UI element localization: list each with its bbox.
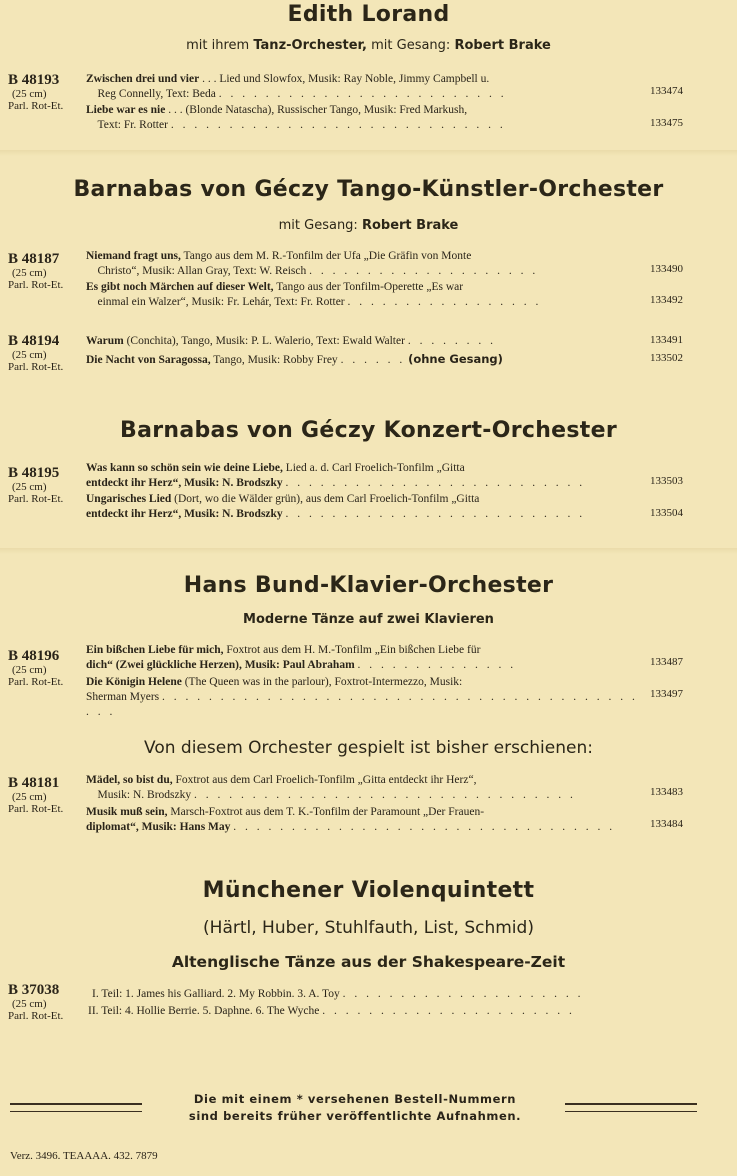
matrix-number: 133497 bbox=[650, 688, 683, 700]
track-entry: Die Königin Helene (The Queen was in the parlour), Foxtrot-Intermezzo, Musik: Sherman Myers . . . . . . . . . . . . . . . . . . . . . . . . . . . . . . . . . . . . . . . . . . . . bbox=[86, 676, 638, 718]
track-entry: Mädel, so bist du, Foxtrot aus dem Carl Froelich-Tonfilm „Gitta entdeckt ihr Herz“, Musik: N. Brodszky . . . . . . . . . . . . . . . . . . . . . . . . . . . . . . . . . bbox=[86, 774, 576, 801]
matrix-number: 133490 bbox=[650, 263, 683, 275]
matrix-number: 133475 bbox=[650, 117, 683, 129]
matrix-number: 133484 bbox=[650, 818, 683, 830]
track-entry: Warum (Conchita), Tango, Musik: P. L. Walerio, Text: Ewald Walter . . . . . . . . bbox=[86, 335, 496, 347]
artist-subtitle: Altenglische Tänze aus der Shakespeare-Zeit bbox=[171, 953, 566, 971]
ensemble-members: (Härtl, Huber, Stuhlfauth, List, Schmid) bbox=[203, 918, 534, 938]
catalog-number: B 37038 bbox=[8, 982, 60, 998]
record-label: Parl. Rot-Et. bbox=[8, 1010, 64, 1022]
track-entry: Was kann so schön sein wie deine Liebe, Lied a. d. Carl Froelich-Tonfilm „Gitta entdeckt ihr Herz“, Musik: N. Brodszky . . . . . . . . . . . . . . . . . . . . . . . . . . bbox=[86, 462, 586, 489]
record-size: (25 cm) bbox=[12, 267, 47, 279]
record-label: Parl. Rot-Et. bbox=[8, 493, 64, 505]
record-catalog-block bbox=[8, 648, 86, 689]
record-catalog-block bbox=[8, 333, 86, 374]
previous-releases-heading: Von diesem Orchester gespielt ist bisher erschienen: bbox=[144, 738, 593, 758]
record-catalog-block bbox=[8, 775, 86, 816]
artist-subtitle: mit Gesang: Robert Brake bbox=[278, 218, 459, 233]
track-entry: Die Nacht von Saragossa, Tango, Musik: Robby Frey . . . . . . (ohne Gesang) bbox=[86, 352, 503, 366]
artist-heading: Barnabas von Géczy Konzert-Orchester bbox=[120, 418, 617, 443]
record-size: (25 cm) bbox=[12, 349, 47, 361]
record-size: (25 cm) bbox=[12, 998, 47, 1010]
record-label: Parl. Rot-Et. bbox=[8, 676, 64, 688]
track-entry: Musik muß sein, Marsch-Foxtrot aus dem T. K.-Tonfilm der Paramount „Der Frauen- diplomat“, Musik: Hans May . . . . . . . . . . . . . . . . . . . . . . . . . . . . . . . . . bbox=[86, 806, 616, 833]
matrix-number: 133474 bbox=[650, 85, 683, 97]
catalog-number: B 48193 bbox=[8, 72, 60, 88]
artist-heading: Hans Bund-Klavier-Orchester bbox=[183, 573, 554, 598]
decorative-rule bbox=[10, 1103, 142, 1112]
record-label: Parl. Rot-Et. bbox=[8, 100, 64, 112]
catalog-number: B 48194 bbox=[8, 333, 60, 349]
record-size: (25 cm) bbox=[12, 481, 47, 493]
print-reference: Verz. 3496. TEAAAA. 432. 7879 bbox=[10, 1150, 158, 1162]
artist-heading: Münchener Violenquintett bbox=[202, 878, 535, 903]
matrix-number: 133492 bbox=[650, 294, 683, 306]
record-size: (25 cm) bbox=[12, 664, 47, 676]
matrix-number: 133483 bbox=[650, 786, 683, 798]
record-label: Parl. Rot-Et. bbox=[8, 803, 64, 815]
track-entry: I. Teil: 1. James his Galliard. 2. My Robbin. 3. A. Toy . . . . . . . . . . . . . . . . . . . . . bbox=[92, 988, 584, 1000]
matrix-number: 133491 bbox=[650, 334, 683, 346]
artist-subtitle: mit ihrem Tanz-Orchester, mit Gesang: Robert Brake bbox=[186, 38, 551, 53]
paper-fold bbox=[0, 548, 737, 554]
record-catalog-block bbox=[8, 251, 86, 292]
matrix-number: 133502 bbox=[650, 352, 683, 364]
record-size: (25 cm) bbox=[12, 791, 47, 803]
record-label: Parl. Rot-Et. bbox=[8, 279, 64, 291]
record-catalog-block bbox=[8, 72, 86, 113]
decorative-rule bbox=[565, 1103, 697, 1112]
catalog-number: B 48181 bbox=[8, 775, 60, 791]
matrix-number: 133487 bbox=[650, 656, 683, 668]
artist-subtitle: Moderne Tänze auf zwei Klavieren bbox=[243, 612, 494, 627]
track-entry: Zwischen drei und vier . . . Lied und Slowfox, Musik: Ray Noble, Jimmy Campbell u. Reg Connelly, Text: Beda . . . . . . . . . . . . . . . . . . . . . . . . . bbox=[86, 73, 507, 100]
artist-heading: Barnabas von Géczy Tango-Künstler-Orchester bbox=[73, 177, 664, 202]
record-size: (25 cm) bbox=[12, 88, 47, 100]
matrix-number: 133504 bbox=[650, 507, 683, 519]
track-entry: Ungarisches Lied (Dort, wo die Wälder grün), aus dem Carl Froelich-Tonfilm „Gitta entdeckt ihr Herz“, Musik: N. Brodszky . . . . . . . . . . . . . . . . . . . . . . . . . . bbox=[86, 493, 586, 520]
record-catalog-block bbox=[8, 465, 86, 506]
record-label: Parl. Rot-Et. bbox=[8, 361, 64, 373]
matrix-number: 133503 bbox=[650, 475, 683, 487]
artist-heading: Edith Lorand bbox=[287, 2, 450, 27]
track-entry: Niemand fragt uns, Tango aus dem M. R.-Tonfilm der Ufa „Die Gräfin von Monte Christo“, Musik: Allan Gray, Text: W. Reisch . . . . . . . . . . . . . . . . . . . . bbox=[86, 250, 539, 277]
record-catalog-block bbox=[8, 982, 86, 1023]
catalog-number: B 48187 bbox=[8, 251, 60, 267]
reissue-notice: Die mit einem * versehenen Bestell-Nummern sind bereits früher veröffentlichte Aufnahmen. bbox=[188, 1092, 522, 1123]
track-entry: II. Teil: 4. Hollie Berrie. 5. Daphne. 6. The Wyche . . . . . . . . . . . . . . . . . . . . . . bbox=[88, 1005, 575, 1017]
track-entry: Es gibt noch Märchen auf dieser Welt, Tango aus der Tonfilm-Operette „Es war einmal ein Walzer“, Musik: Fr. Lehár, Text: Fr. Rotter . . . . . . . . . . . . . . . . . bbox=[86, 281, 542, 308]
catalog-number: B 48196 bbox=[8, 648, 60, 664]
track-entry: Liebe war es nie . . . (Blonde Natascha), Russischer Tango, Musik: Fred Markush, Text: Fr. Rotter . . . . . . . . . . . . . . . . . . . . . . . . . . . . . bbox=[86, 104, 506, 131]
paper-fold bbox=[0, 150, 737, 156]
track-entry: Ein bißchen Liebe für mich, Foxtrot aus dem H. M.-Tonfilm „Ein bißchen Liebe für dich“ (Zwei glückliche Herzen), Musik: Paul Abraham . . . . . . . . . . . . . . bbox=[86, 644, 517, 671]
catalog-number: B 48195 bbox=[8, 465, 60, 481]
